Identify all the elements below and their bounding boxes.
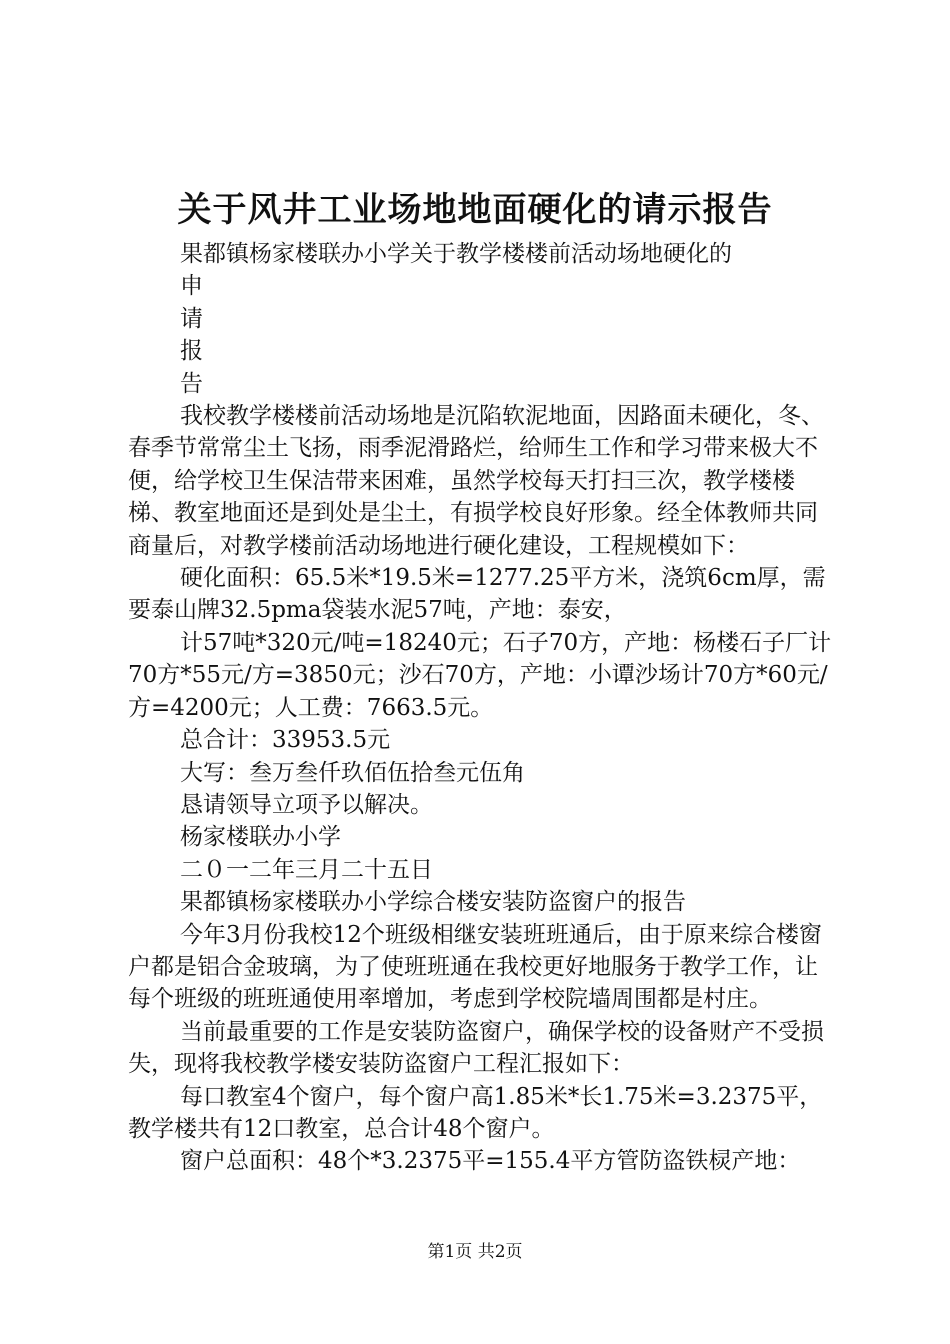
paragraph: 当前最重要的工作是安装防盗窗户，确保学校的设备财产不受损失，现将我校教学楼安装防盗窗户工程汇报如下： (128, 1018, 824, 1078)
document-body (128, 238, 838, 1178)
page-number: 第1页 共2页 (427, 1242, 523, 1262)
paragraph: 大写：叁万叁仟玖佰伍拾叁元伍角 (180, 759, 525, 786)
subtitle-char: 申 (180, 273, 203, 300)
paragraph: 恳请领导立项予以解决。 (180, 791, 433, 818)
section-heading: 果都镇杨家楼联办小学综合楼安装防盗窗户的报告 (180, 889, 686, 916)
paragraph: 今年3月份我校12个班级相继安装班班通后，由于原来综合楼窗户都是铝合金玻璃，为了使班班通在我校更好地服务于教学工作，让每个班级的班班通使用率增加，考虑到学校院墙周围都是村庄。 (128, 921, 822, 1013)
signature-date: 二０一二年三月二十五日 (180, 856, 433, 883)
paragraph: 我校教学楼楼前活动场地是沉陷软泥地面，因路面未硬化，冬、春季节常常尘土飞扬，雨季泥滑路烂，给师生工作和学习带来极大不便，给学校卫生保洁带来困难，虽然学校每天打扫三次，教学楼楼梯、教室地面还是到处是尘土，有损学校良好形象。经全体教师共同商量后，对教学楼前活动场地进行硬化建设，工程规模如下： (128, 403, 824, 559)
subtitle-char: 报 (180, 338, 203, 365)
paragraph: 窗户总面积：48个*3.2375平=155.4平方管防盗铁棂产地： (180, 1148, 801, 1175)
paragraph: 总合计：33953.5元 (180, 727, 391, 754)
paragraph: 硬化面积：65.5米*19.5米=1277.25平方米，浇筑6cm厚，需要泰山牌32.5pma袋装水泥57吨，产地：泰安， (128, 565, 826, 624)
paragraph: 每口教室4个窗户，每个窗户高1.85米*长1.75米=3.2375平，教学楼共有12口教室，总合计48个窗户。 (128, 1083, 823, 1142)
paragraph: 计57吨*320元/吨=18240元；石子70方，产地：杨楼石子厂计70方*55元/方=3850元；沙石70方，产地：小谭沙场计70方*60元/方=4200元；人工费：7663.5元。 (128, 629, 832, 721)
subtitle-char: 告 (180, 370, 203, 397)
document-title: 关于风井工业场地地面硬化的请示报告 (177, 190, 773, 230)
subtitle-line: 果都镇杨家楼联办小学关于教学楼楼前活动场地硬化的 (180, 241, 732, 267)
signature-school: 杨家楼联办小学 (180, 824, 341, 851)
subtitle-char: 请 (180, 305, 203, 332)
